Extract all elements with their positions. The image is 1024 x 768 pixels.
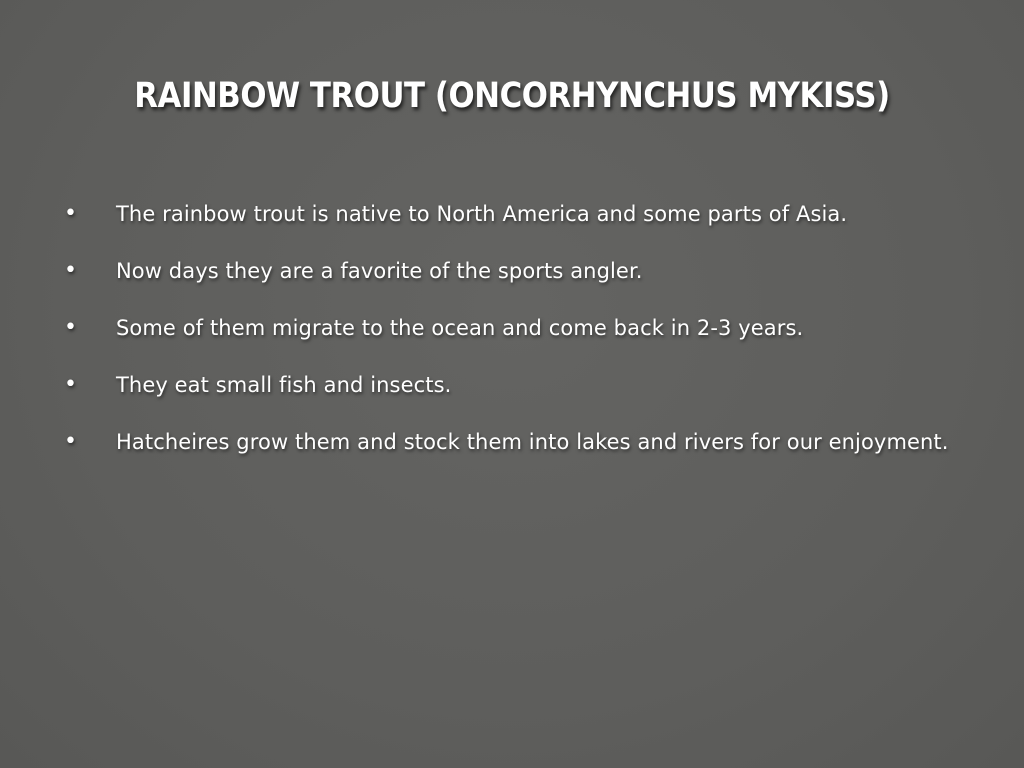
bullet-item bbox=[0, 253, 1024, 310]
bullet-text: Hatcheires grow them and stock them into lakes and rivers for our enjoyment. bbox=[116, 430, 949, 454]
bullet-icon: • bbox=[64, 315, 77, 340]
bullet-text: The rainbow trout is native to North America and some parts of Asia. bbox=[116, 202, 848, 226]
bullet-icon: • bbox=[64, 429, 77, 454]
bullet-icon: • bbox=[64, 201, 77, 226]
bullet-item bbox=[0, 310, 1024, 367]
bullet-text: They eat small fish and insects. bbox=[116, 373, 452, 397]
slide-title: RAINBOW TROUT (ONCORHYNCHUS MYKISS) bbox=[134, 76, 890, 116]
bullet-icon: • bbox=[64, 372, 77, 397]
bullet-text: Some of them migrate to the ocean and come back in 2-3 years. bbox=[116, 316, 804, 340]
bullet-item bbox=[0, 424, 1024, 481]
bullet-list bbox=[0, 196, 1024, 481]
bullet-item bbox=[0, 196, 1024, 253]
bullet-text: Now days they are a favorite of the sports angler. bbox=[116, 259, 643, 283]
bullet-icon: • bbox=[64, 258, 77, 283]
bullet-item bbox=[0, 367, 1024, 424]
